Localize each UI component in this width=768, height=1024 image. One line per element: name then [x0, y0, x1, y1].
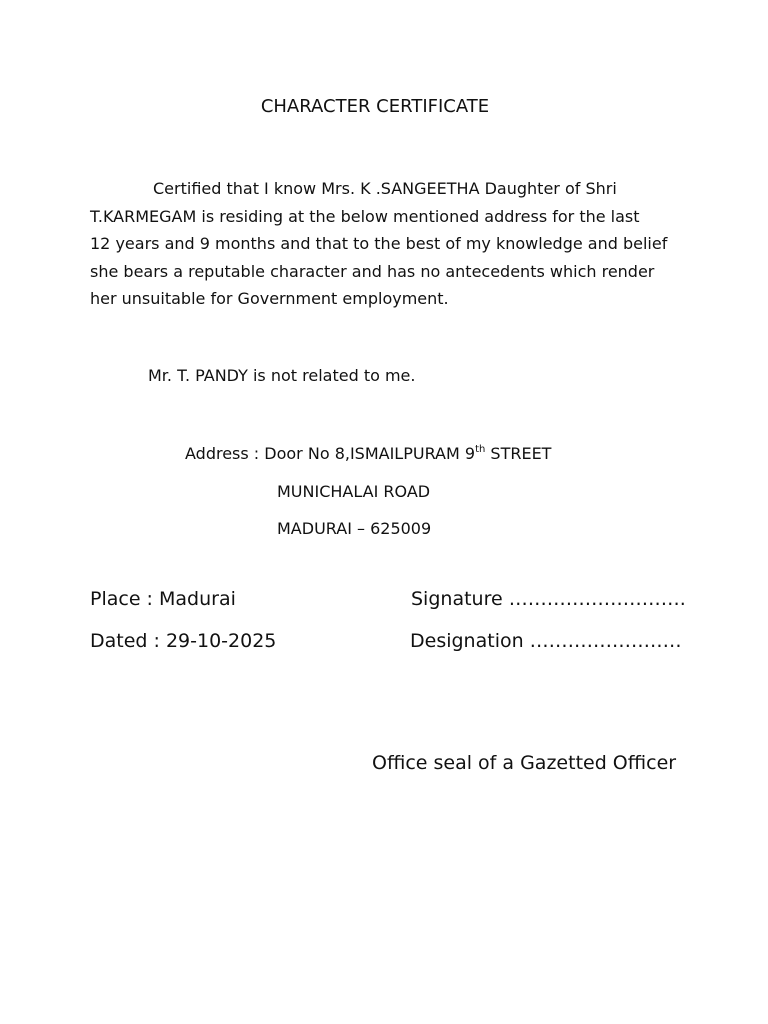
address-line-1-suffix: STREET: [485, 444, 552, 463]
relation-statement: Mr. T. PANDY is not related to me.: [148, 366, 416, 385]
office-seal-label: Office seal of a Gazetted Officer: [372, 752, 677, 774]
address-line-1: [185, 444, 551, 463]
dated-field: Dated : 29-10-2025: [90, 630, 277, 652]
address-line-1-prefix: Address : Door No 8,ISMAILPURAM 9: [185, 444, 476, 463]
address-ordinal-suffix: th: [475, 444, 486, 455]
signature-field: Signature ……………………….: [411, 588, 686, 610]
place-field: Place : Madurai: [90, 588, 236, 610]
body-line-1: Certified that I know Mrs. K .SANGEETHA Daughter of Shri: [153, 179, 617, 198]
body-line-3: 12 years and 9 months and that to the best of my knowledge and belief: [90, 234, 668, 253]
address-line-2: MUNICHALAI ROAD: [277, 482, 431, 501]
address-line-3: MADURAI – 625009: [277, 519, 432, 538]
page-title: CHARACTER CERTIFICATE: [260, 96, 490, 117]
body-line-2: T.KARMEGAM is residing at the below mentioned address for the last: [90, 206, 640, 226]
body-line-4: she bears a reputable character and has no antecedents which render: [90, 261, 655, 281]
body-line-5: her unsuitable for Government employment.: [90, 289, 449, 308]
certificate-body: [90, 175, 690, 313]
designation-field: Designation ……………………: [410, 630, 682, 652]
